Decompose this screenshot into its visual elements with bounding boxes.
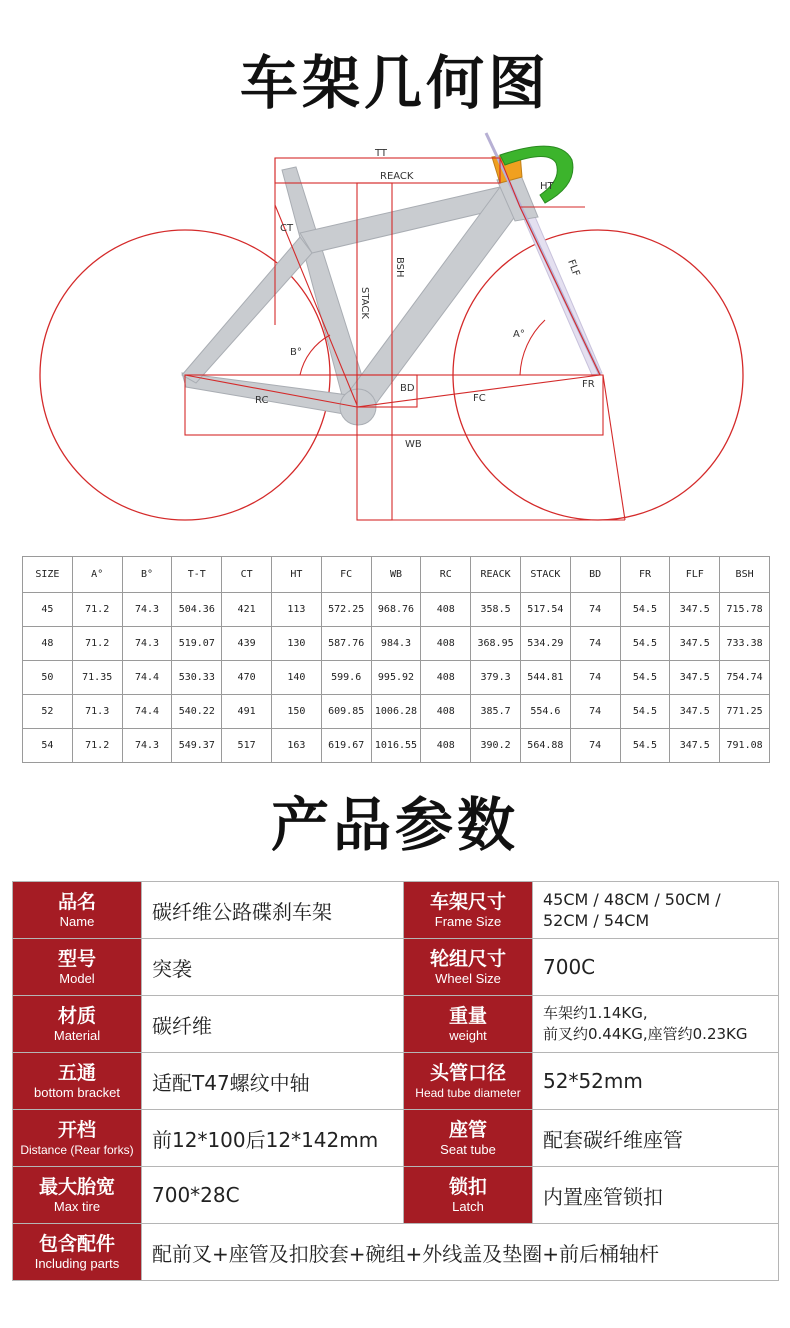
geometry-cell: 74.4 <box>122 695 172 729</box>
geometry-cell: 74 <box>570 593 620 627</box>
param-row <box>13 996 779 1053</box>
label-fc: FC <box>473 393 486 404</box>
col-header: SIZE <box>23 557 73 593</box>
geometry-cell: 564.88 <box>520 729 570 763</box>
geometry-table-header <box>23 557 770 593</box>
label-wb: WB <box>405 439 422 450</box>
geometry-cell: 150 <box>271 695 321 729</box>
geometry-table <box>22 556 770 763</box>
geometry-cell: 74 <box>570 661 620 695</box>
geometry-cell: 733.38 <box>720 627 770 661</box>
geometry-cell: 52 <box>23 695 73 729</box>
param-label-weight: 重量 weight <box>404 996 533 1053</box>
geometry-cell: 544.81 <box>520 661 570 695</box>
geometry-cell: 439 <box>222 627 272 661</box>
geometry-cell: 534.29 <box>520 627 570 661</box>
param-value-material: 碳纤维 <box>142 996 404 1053</box>
geometry-cell: 54.5 <box>620 661 670 695</box>
param-label-distance: 开档 Distance (Rear forks) <box>13 1110 142 1167</box>
geometry-cell: 421 <box>222 593 272 627</box>
param-value-seat-tube: 配套碳纤维座管 <box>533 1110 779 1167</box>
param-label-frame-size: 车架尺寸 Frame Size <box>404 882 533 939</box>
geometry-cell: 491 <box>222 695 272 729</box>
geometry-cell: 74 <box>570 729 620 763</box>
param-label-bottom-bracket: 五通 bottom bracket <box>13 1053 142 1110</box>
geometry-cell: 549.37 <box>172 729 222 763</box>
geometry-cell: 130 <box>271 627 321 661</box>
geometry-cell: 113 <box>271 593 321 627</box>
label-b-angle: B° <box>290 347 302 358</box>
param-value-max-tire: 700*28C <box>142 1167 404 1224</box>
geometry-cell: 517.54 <box>520 593 570 627</box>
label-a-angle: A° <box>513 329 525 340</box>
geometry-cell: 54.5 <box>620 729 670 763</box>
param-label-max-tire: 最大胎宽 Max tire <box>13 1167 142 1224</box>
label-flf: FLF <box>565 258 582 279</box>
geometry-cell: 1016.55 <box>371 729 421 763</box>
geometry-cell: 519.07 <box>172 627 222 661</box>
col-header: RC <box>421 557 471 593</box>
params-heading: 产品参数 <box>270 791 519 859</box>
param-row <box>13 1224 779 1281</box>
param-value-distance: 前12*100后12*142mm <box>142 1110 404 1167</box>
geometry-cell: 599.6 <box>321 661 371 695</box>
geometry-cell: 408 <box>421 661 471 695</box>
label-bd: BD <box>400 383 415 394</box>
geometry-cell: 609.85 <box>321 695 371 729</box>
col-header: A° <box>72 557 122 593</box>
param-label-head-tube: 头管口径 Head tube diameter <box>404 1053 533 1110</box>
label-rc: RC <box>255 395 269 406</box>
geometry-cell: 968.76 <box>371 593 421 627</box>
col-header: FLF <box>670 557 720 593</box>
param-label-included: 包含配件 Including parts <box>13 1224 142 1281</box>
col-header: BD <box>570 557 620 593</box>
geometry-cell: 470 <box>222 661 272 695</box>
geometry-table-row <box>23 729 770 763</box>
param-value-frame-size: 45CM / 48CM / 50CM / 52CM / 54CM <box>533 882 779 939</box>
geometry-cell: 347.5 <box>670 627 720 661</box>
geometry-cell: 504.36 <box>172 593 222 627</box>
geometry-cell: 754.74 <box>720 661 770 695</box>
geometry-cell: 74.3 <box>122 627 172 661</box>
param-row <box>13 1053 779 1110</box>
geometry-cell: 71.35 <box>72 661 122 695</box>
geometry-cell: 1006.28 <box>371 695 421 729</box>
geometry-table-row <box>23 695 770 729</box>
geometry-cell: 408 <box>421 593 471 627</box>
geometry-cell: 347.5 <box>670 729 720 763</box>
geometry-cell: 45 <box>23 593 73 627</box>
geometry-cell: 517 <box>222 729 272 763</box>
param-value-included: 配前叉+座管及扣胶套+碗组+外线盖及垫圈+前后桶轴杆 <box>142 1224 779 1281</box>
geometry-cell: 71.2 <box>72 593 122 627</box>
geometry-cell: 48 <box>23 627 73 661</box>
param-label-seat-tube: 座管 Seat tube <box>404 1110 533 1167</box>
label-fr: FR <box>582 379 595 390</box>
col-header: REACK <box>471 557 521 593</box>
geometry-cell: 54 <box>23 729 73 763</box>
param-row <box>13 1110 779 1167</box>
param-value-latch: 内置座管锁扣 <box>533 1167 779 1224</box>
geometry-cell: 995.92 <box>371 661 421 695</box>
geometry-cell: 368.95 <box>471 627 521 661</box>
col-header: B° <box>122 557 172 593</box>
geometry-table-row <box>23 593 770 627</box>
geometry-cell: 50 <box>23 661 73 695</box>
geometry-cell: 74 <box>570 627 620 661</box>
param-value-wheel-size: 700C <box>533 939 779 996</box>
param-label-name: 品名 Name <box>13 882 142 939</box>
label-bsh: BSH <box>394 257 405 278</box>
col-header: FR <box>620 557 670 593</box>
geometry-cell: 554.6 <box>520 695 570 729</box>
product-params-table <box>12 881 779 1281</box>
geometry-cell: 984.3 <box>371 627 421 661</box>
label-stack: STACK <box>359 287 370 319</box>
col-header: T-T <box>172 557 222 593</box>
geometry-cell: 74.3 <box>122 593 172 627</box>
geometry-cell: 54.5 <box>620 695 670 729</box>
geometry-table-row <box>23 661 770 695</box>
param-row <box>13 1167 779 1224</box>
param-label-latch: 锁扣 Latch <box>404 1167 533 1224</box>
geometry-cell: 54.5 <box>620 627 670 661</box>
geometry-cell: 530.33 <box>172 661 222 695</box>
geometry-cell: 347.5 <box>670 661 720 695</box>
param-value-bottom-bracket: 适配T47螺纹中轴 <box>142 1053 404 1110</box>
geometry-cell: 71.3 <box>72 695 122 729</box>
col-header: STACK <box>520 557 570 593</box>
geometry-cell: 385.7 <box>471 695 521 729</box>
frame-geometry-diagram <box>0 125 790 530</box>
geometry-table-row <box>23 627 770 661</box>
geometry-cell: 74 <box>570 695 620 729</box>
geometry-cell: 140 <box>271 661 321 695</box>
geometry-cell: 572.25 <box>321 593 371 627</box>
geometry-cell: 358.5 <box>471 593 521 627</box>
geometry-heading: 车架几何图 <box>239 49 550 117</box>
param-label-wheel-size: 轮组尺寸 Wheel Size <box>404 939 533 996</box>
param-label-model: 型号 Model <box>13 939 142 996</box>
label-ct: CT <box>280 223 294 234</box>
geometry-cell: 71.2 <box>72 729 122 763</box>
col-header: WB <box>371 557 421 593</box>
geometry-table-body <box>23 593 770 763</box>
param-value-weight: 车架约1.14KG, 前叉约0.44KG,座管约0.23KG <box>533 996 779 1053</box>
geometry-cell: 408 <box>421 627 471 661</box>
label-tt: TT <box>375 148 388 159</box>
geometry-cell: 71.2 <box>72 627 122 661</box>
col-header: BSH <box>720 557 770 593</box>
geometry-cell: 408 <box>421 695 471 729</box>
geometry-cell: 587.76 <box>321 627 371 661</box>
param-row <box>13 882 779 939</box>
geometry-cell: 715.78 <box>720 593 770 627</box>
geometry-cell: 390.2 <box>471 729 521 763</box>
param-label-material: 材质 Material <box>13 996 142 1053</box>
param-value-name: 碳纤维公路碟刹车架 <box>142 882 404 939</box>
geometry-cell: 347.5 <box>670 695 720 729</box>
geometry-cell: 540.22 <box>172 695 222 729</box>
geometry-cell: 771.25 <box>720 695 770 729</box>
geometry-cell: 347.5 <box>670 593 720 627</box>
geometry-cell: 163 <box>271 729 321 763</box>
geometry-cell: 379.3 <box>471 661 521 695</box>
label-reack: REACK <box>380 171 414 182</box>
param-value-head-tube: 52*52mm <box>533 1053 779 1110</box>
col-header: CT <box>222 557 272 593</box>
geometry-cell: 408 <box>421 729 471 763</box>
param-value-model: 突袭 <box>142 939 404 996</box>
param-row <box>13 939 779 996</box>
geometry-cell: 791.08 <box>720 729 770 763</box>
geometry-cell: 619.67 <box>321 729 371 763</box>
col-header: FC <box>321 557 371 593</box>
geometry-cell: 74.3 <box>122 729 172 763</box>
col-header: HT <box>271 557 321 593</box>
label-ht: HT <box>540 181 554 192</box>
geometry-cell: 74.4 <box>122 661 172 695</box>
geometry-cell: 54.5 <box>620 593 670 627</box>
